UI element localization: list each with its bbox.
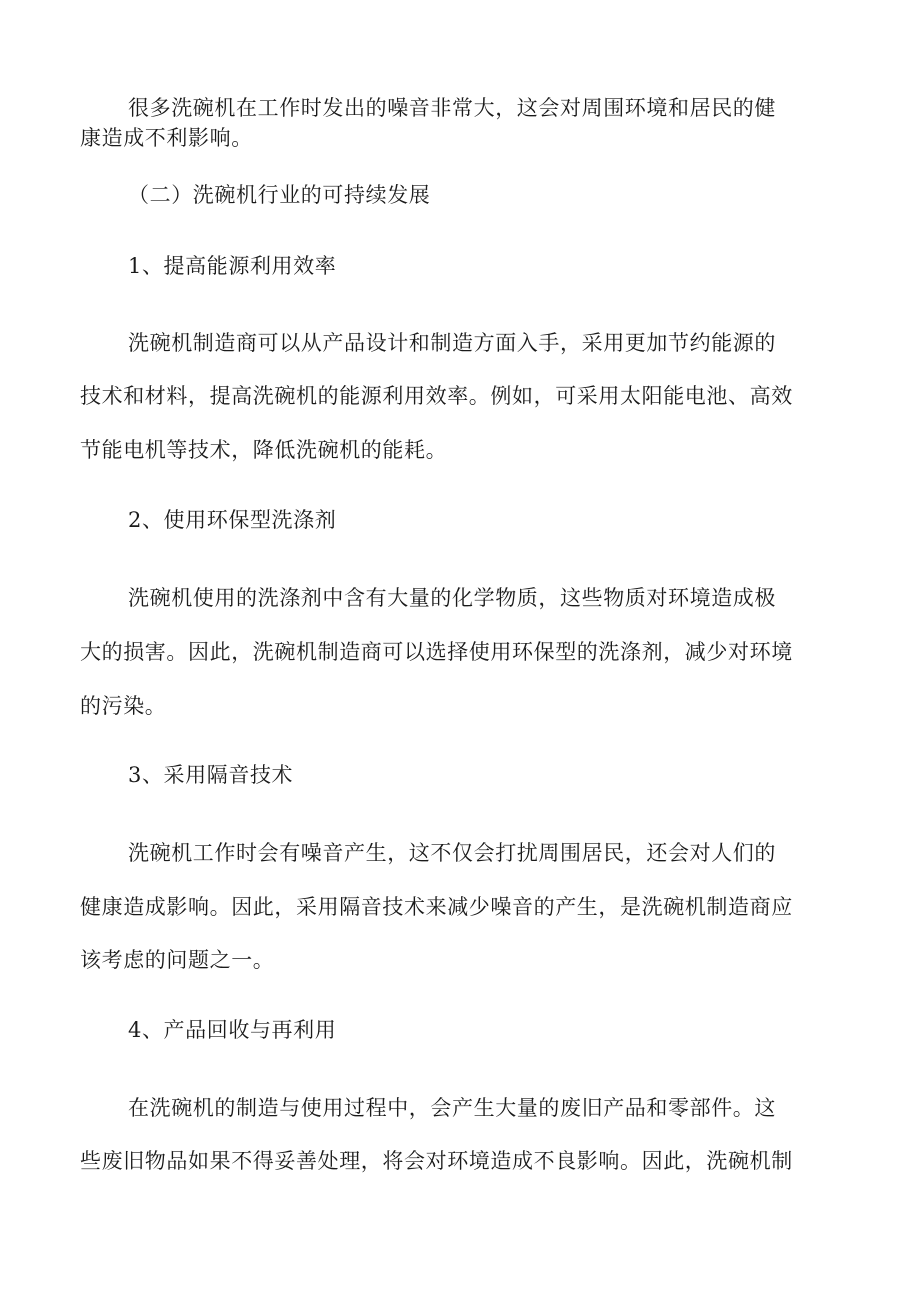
- paragraph-detergent-line-1: [0, 578, 920, 618]
- text-line: 节能电机等技术，降低洗碗机的能耗。: [80, 438, 448, 462]
- subheading-text: 1、提高能源利用效率: [128, 254, 337, 278]
- paragraph-sound-line-3: [0, 940, 920, 980]
- paragraph-sound-line-1: [0, 833, 920, 873]
- text-line: 在洗碗机的制造与使用过程中，会产生大量的废旧产品和零部件。这: [128, 1096, 776, 1120]
- subheading-2: [0, 500, 920, 540]
- paragraph-energy-line-2: [0, 376, 920, 416]
- paragraph-detergent-line-3: [0, 686, 920, 726]
- paragraph-energy-line-3: [0, 430, 920, 470]
- text-line: 很多洗碗机在工作时发出的噪音非常大，这会对周围环境和居民的健: [128, 96, 776, 120]
- text-line: 的污染。: [80, 694, 167, 718]
- subheading-text: 4、产品回收与再利用: [128, 1018, 337, 1042]
- paragraph-recycle-line-2: [0, 1141, 920, 1181]
- text-line: 该考虑的问题之一。: [80, 948, 275, 972]
- subheading-text: 3、采用隔音技术: [128, 763, 294, 787]
- text-line: 康造成不利影响。: [80, 126, 253, 150]
- subheading-3: [0, 755, 920, 795]
- paragraph-sound-line-2: [0, 887, 920, 927]
- text-line: 洗碗机使用的洗涤剂中含有大量的化学物质，这些物质对环境造成极: [128, 586, 776, 610]
- subheading-text: 2、使用环保型洗涤剂: [128, 508, 337, 532]
- subheading-1: [0, 246, 920, 286]
- paragraph-energy-line-1: [0, 323, 920, 363]
- paragraph-detergent-line-2: [0, 632, 920, 672]
- text-line: 技术和材料，提高洗碗机的能源利用效率。例如，可采用太阳能电池、高效: [80, 384, 793, 408]
- heading-text: （二）洗碗机行业的可持续发展: [128, 183, 431, 207]
- text-line: 大的损害。因此，洗碗机制造商可以选择使用环保型的洗涤剂，减少对环境: [80, 640, 793, 664]
- subheading-4: [0, 1010, 920, 1050]
- paragraph-noise-line-2: [0, 118, 920, 158]
- text-line: 洗碗机工作时会有噪音产生，这不仅会打扰周围居民，还会对人们的: [128, 841, 776, 865]
- text-line: 些废旧物品如果不得妥善处理，将会对环境造成不良影响。因此，洗碗机制: [80, 1149, 793, 1173]
- paragraph-recycle-line-1: [0, 1088, 920, 1128]
- section-heading: [0, 175, 920, 215]
- text-line: 健康造成影响。因此，采用隔音技术来减少噪音的产生，是洗碗机制造商应: [80, 895, 793, 919]
- text-line: 洗碗机制造商可以从产品设计和制造方面入手，采用更加节约能源的: [128, 331, 776, 355]
